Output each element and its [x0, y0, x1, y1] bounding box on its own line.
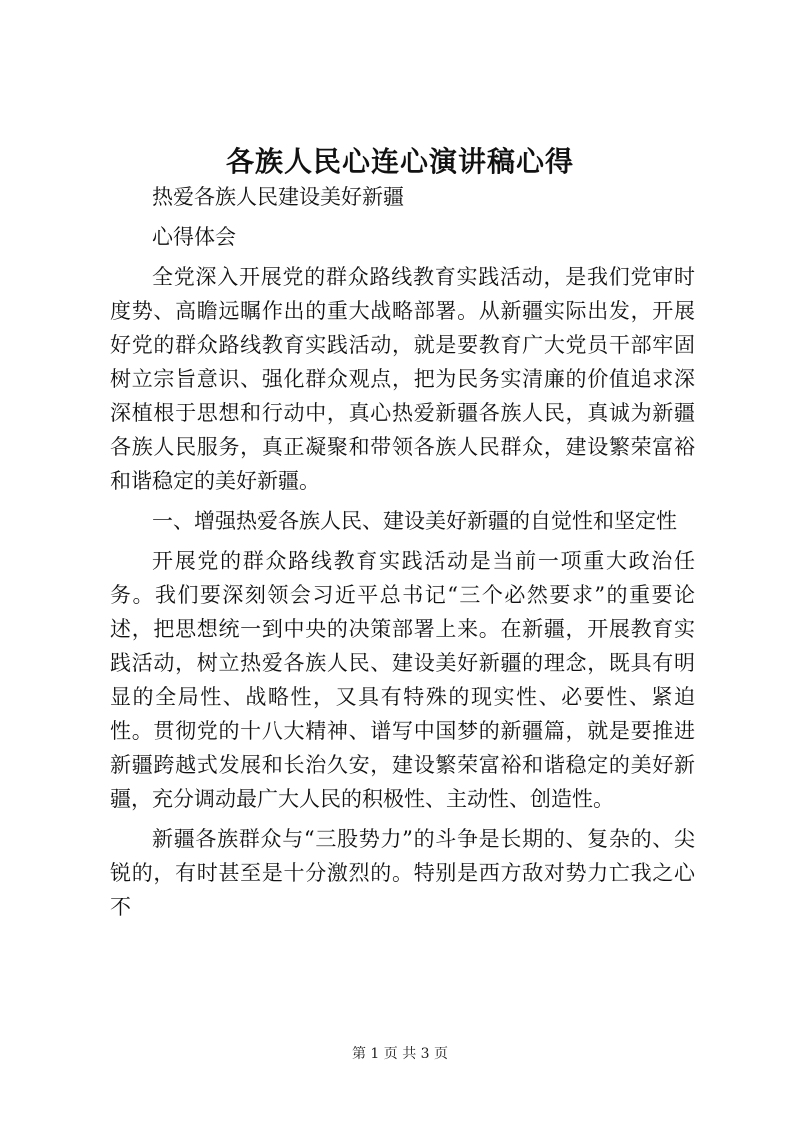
page-number-footer: 第 1 页 共 3 页: [351, 1046, 449, 1062]
section-heading: 一、增强热爱各族人民、建设美好新疆的自觉性和坚定性: [152, 509, 677, 533]
body-paragraph: 新疆各族群众与“三股势力”的斗争是长期的、复杂的、尖锐的，有时甚至是十分激烈的。特别是西方敌对势力亡我之心不: [110, 827, 695, 919]
subtitle-paragraph: 热爱各族人民建设美好新疆: [152, 185, 404, 209]
document-body: [110, 180, 695, 924]
body-paragraph: 全党深入开展党的群众路线教育实践活动，是我们党审时度势、高瞻远瞩作出的重大战略部署。从新疆实际出发，开展好党的群众路线教育实践活动，就是要教育广大党员干部牢固树立宗旨意识、强化群众观点，把为民务实清廉的价值追求深深植根于思想和行动中，真心热爱新疆各族人民，真诚为新疆各族人民服务，真正凝聚和带领各族人民群众，建设繁荣富裕和谐稳定的美好新疆。: [110, 265, 695, 493]
document-title: 各族人民心连心演讲稿心得: [225, 145, 574, 178]
subtitle-paragraph: 心得体会: [152, 225, 236, 249]
body-paragraph: 开展党的群众路线教育实践活动是当前一项重大政治任务。我们要深刻领会习近平总书记“三个必然要求”的重要论述，把思想统一到中央的决策部署上来。在新疆，开展教育实践活动，树立热爱各族人民、建设美好新疆的理念，既具有明显的全局性、战略性，又具有特殊的现实性、必要性、紧迫性。贯彻党的十八大精神、谱写中国梦的新疆篇，就是要推进新疆跨越式发展和长治久安，建设繁荣富裕和谐稳定的美好新疆，充分调动最广大人民的积极性、主动性、创造性。: [110, 549, 695, 811]
